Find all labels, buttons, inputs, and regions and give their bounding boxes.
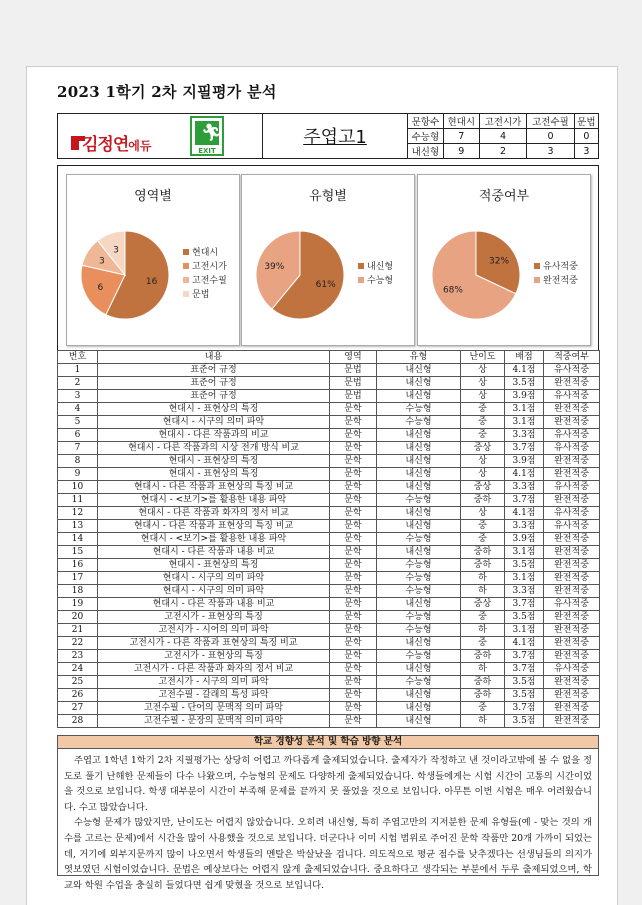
charts-panel: [57, 165, 599, 351]
chart-area: [66, 174, 240, 346]
question-table: [57, 350, 600, 728]
pie-chart-area: [67, 175, 241, 347]
chart-title: 유형별: [309, 189, 347, 204]
pie-chart-hit: [418, 175, 592, 347]
table-row: 12 현대시 - 다른 작품과 화자의 정서 비교 문학 내신형 상 4.1점 유사적중: [58, 507, 600, 520]
table-row: 7 현대시 - 다른 작품과의 시상 전개 방식 비교 문학 내신형 중상 3.7점 유사적중: [58, 442, 600, 455]
legend-swatch: [183, 263, 189, 269]
table-row: 15 현대시 - 다른 작품과 내용 비교 문학 내신형 중하 3.1점 완전적중: [58, 546, 600, 559]
table-row: 1 표준어 규정 문법 내신형 상 4.1점 유사적중: [58, 364, 600, 377]
table-row: 17 현대시 - 시구의 의미 파악 문학 수능형 하 3.1점 완전적중: [58, 572, 600, 585]
legend-label: 고전수필: [192, 276, 227, 286]
exit-label: EXIT: [198, 147, 216, 155]
legend-label: 완전적중: [543, 276, 578, 286]
pie-value-label: 6: [97, 282, 104, 293]
table-row: 18 현대시 - 시구의 의미 파악 문학 수능형 하 3.3점 완전적중: [58, 585, 600, 598]
table-row: 10 현대시 - 다른 작품과 표현상의 특징 비교 문학 내신형 중상 3.3점 유사적중: [58, 481, 600, 494]
analysis-paragraph: 수능형 문제가 많았지만, 난이도는 어렵지 않았습니다. 오히려 내신형, 특히 주엽고만의 지저분한 문제 유형들(예 - 맞는 것의 개수를 고르는 문제)에서 시간을 많이 사용했을 것으로 보입니다. 더군다나 이미 시험 범위로 주어진 문학 작품만 20개 가까이 되었는데, 거기에 외부지문까지 많이 나오면서 학생들의 멘탈은 박살났을 겁니다. 의도적으로 평균 점수를 낮추겠다는 선생님들의 의지가 엿보였던 시험이었습니다. 문법은 예상보다는 어렵지 않게 출제되었습니다. 중요하다고 생각되는 부분에서 두루 출제되었으며, 학교와 학원 수업을 충실히 들었다면 쉽게 맞혔을 것으로 보입니다.: [64, 817, 592, 891]
table-row: 13 현대시 - 다른 작품과 표현상의 특징 비교 문학 내신형 중 3.3점 유사적중: [58, 520, 600, 533]
table-row: 4 현대시 - 표현상의 특징 문학 수능형 중 3.1점 완전적중: [58, 403, 600, 416]
pie-value-label: 32%: [489, 256, 510, 267]
table-row: 16 현대시 - 표현상의 특징 문학 수능형 중하 3.5점 완전적중: [58, 559, 600, 572]
legend-swatch: [534, 277, 540, 283]
stats-header-row: 문항수 현대시 고전시가 고전수필 문법: [408, 114, 598, 129]
chart-hit: [417, 174, 591, 346]
pie-value-label: 39%: [264, 261, 285, 272]
table-row: 9 현대시 - 표현상의 특징 문학 내신형 상 4.1점 완전적중: [58, 468, 600, 481]
table-row: 19 현대시 - 다른 작품과 내용 비교 문학 내신형 중상 3.7점 유사적중: [58, 598, 600, 611]
exit-sign-icon: [190, 116, 224, 156]
pie-value-label: 3: [113, 245, 119, 256]
table-row: 8 현대시 - 표현상의 특징 문학 내신형 상 3.9점 완전적중: [58, 455, 600, 468]
table-row: 14 현대시 - <보기>를 활용한 내용 파악 문학 수능형 중 3.9점 완전적중: [58, 533, 600, 546]
pie-value-label: 61%: [315, 280, 336, 291]
legend-swatch: [183, 277, 189, 283]
stats-row: 수능형 7 4 0 0: [408, 129, 598, 144]
pie-chart-type: [242, 175, 416, 347]
legend-label: 수능형: [367, 276, 394, 286]
stats-table: [408, 114, 598, 158]
brand-sub: 에듀: [128, 139, 152, 153]
legend-label: 유사적중: [543, 262, 578, 272]
page-title: 2023 1학기 2차 지필평가 분석: [57, 83, 277, 101]
stats-row: 내신형 9 2 3 3: [408, 144, 598, 159]
table-row: 22 고전시가 - 다른 작품과 표현상의 특징 비교 문학 내신형 중 4.1점 완전적중: [58, 637, 600, 650]
document-page: [26, 66, 618, 905]
brand-logo: [58, 114, 263, 158]
table-row: 28 고전수필 - 문장의 문맥적 의미 파악 문학 내신형 하 3.5점 완전적중: [58, 715, 600, 728]
table-row: 25 고전시가 - 시구의 의미 파악 문학 수능형 중하 3.5점 완전적중: [58, 676, 600, 689]
table-row: 23 고전시가 - 표현상의 특징 문학 수능형 중하 3.7점 완전적중: [58, 650, 600, 663]
legend-label: 현대시: [192, 248, 219, 258]
legend-label: 고전시가: [192, 262, 227, 272]
school-name: 주엽고1: [263, 114, 408, 158]
table-row: 5 현대시 - 시구의 의미 파악 문학 수능형 중 3.1점 완전적중: [58, 416, 600, 429]
analysis-paragraph: 주엽고 1학년 1학기 2차 지필평가는 상당히 어렵고 까다롭게 출제되었습니다. 출제자가 작정하고 낸 것이라고밖에 볼 수 없을 정도로 풀기 난해한 문제들이 다수 나왔으며, 수능형의 문제도 다양하게 출제되었습니다. 학생들에게는 시험 시간이 고통의 시간이었을 것으로 보입니다. 학생 대부분이 시간이 부족해 문제를 끝까지 못 풀었을 것으로 보입니다. 아무튼 이번 시험은 매우 어려웠습니다. 수고 많았습니다.: [64, 755, 592, 813]
header-box: [57, 113, 599, 159]
table-row: 20 고전시가 - 표현상의 특징 문학 수능형 중 3.5점 완전적중: [58, 611, 600, 624]
chart-title: 영역별: [134, 189, 172, 204]
legend-label: 내신형: [367, 262, 394, 272]
analysis-text: [57, 749, 599, 891]
legend-label: 문법: [192, 290, 210, 300]
table-row: 6 현대시 - 다른 작품과의 비교 문학 내신형 중 3.3점 유사적중: [58, 429, 600, 442]
running-man-icon: 🏃︎: [201, 123, 223, 143]
table-row: 11 현대시 - <보기>를 활용한 내용 파악 문학 수능형 중하 3.7점 완전적중: [58, 494, 600, 507]
table-row: 26 고전수필 - 갈래의 특성 파악 문학 내신형 중하 3.5점 완전적중: [58, 689, 600, 702]
pie-value-label: 16: [145, 277, 158, 288]
legend-swatch: [358, 277, 364, 283]
table-row: 21 고전시가 - 시어의 의미 파악 문학 수능형 하 3.1점 완전적중: [58, 624, 600, 637]
brand-name: 김정연: [82, 135, 129, 155]
table-header-row: 번호 내용 영역 유형 난이도 배점 적중여부: [58, 351, 600, 364]
legend-swatch: [183, 249, 189, 255]
table-row: 2 표준어 규정 문법 내신형 상 3.5점 완전적중: [58, 377, 600, 390]
table-row: 3 표준어 규정 문법 내신형 상 3.9점 유사적중: [58, 390, 600, 403]
pie-value-label: 68%: [442, 285, 463, 296]
analysis-title: 학교 경향성 분석 및 학습 방향 분석: [57, 735, 599, 749]
pie-value-label: 3: [99, 256, 105, 267]
legend-swatch: [534, 263, 540, 269]
table-row: 27 고전수필 - 단어의 문맥적 의미 파악 문학 내신형 중 3.7점 완전적중: [58, 702, 600, 715]
table-row: 24 고전시가 - 다른 작품과 화자의 정서 비교 문학 내신형 하 3.7점 유사적중: [58, 663, 600, 676]
chart-type: [241, 174, 415, 346]
legend-swatch: [358, 263, 364, 269]
legend-swatch: [183, 291, 189, 297]
chart-title: 적중여부: [478, 189, 530, 204]
